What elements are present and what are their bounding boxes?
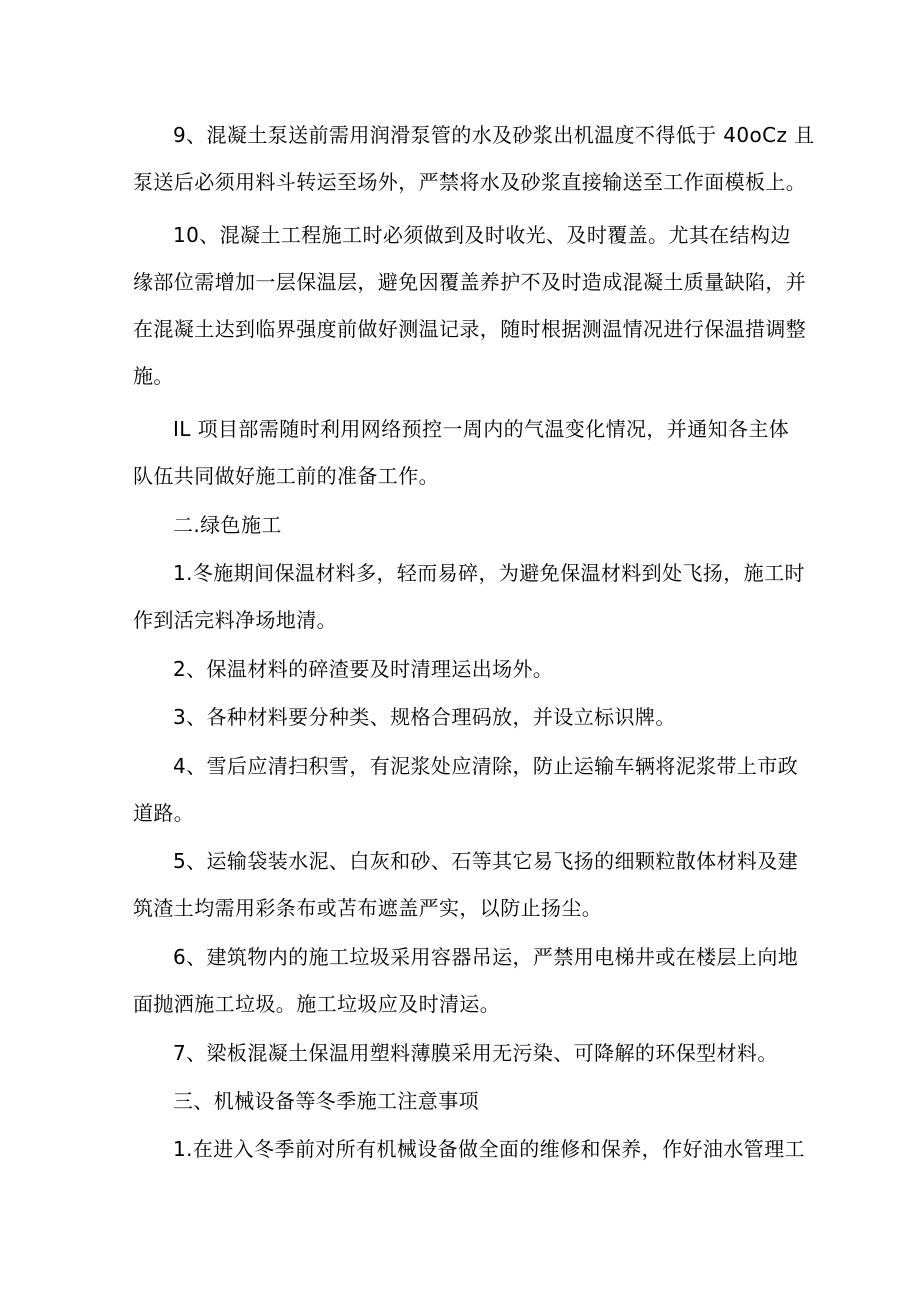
paragraph-green-3 <box>133 694 798 741</box>
text-line: 在混凝土达到临界强度前做好测温记录，随时根据测温情况进行保温措调整 <box>133 317 807 341</box>
paragraph-10 <box>133 212 807 400</box>
text-line: 4、雪后应清扫积雪，有泥浆处应清除，防止运输车辆将泥浆带上市政 <box>173 754 799 778</box>
paragraph-green-1 <box>133 550 805 644</box>
text-line: 7、梁板混凝土保温用塑料薄膜采用无污染、可降解的环保型材料。 <box>173 1041 778 1065</box>
paragraph-green-5 <box>133 838 798 932</box>
heading-line: 三、机械设备等冬季施工注意事项 <box>173 1089 479 1113</box>
paragraph-green-4 <box>133 743 798 837</box>
text-line: 6、建筑物内的施工垃圾采用容器吊运，严禁用电梯井或在楼层上向地 <box>173 945 799 969</box>
text-line: 缘部位需增加一层保温层，避免因覆盖养护不及时造成混凝土质量缺陷，并 <box>133 270 807 294</box>
text-line: 施。 <box>133 364 174 388</box>
paragraph-11 <box>133 406 798 500</box>
paragraph-green-6 <box>133 934 798 1028</box>
text-line: 3、各种材料要分种类、规格合理码放，并设立标识牌。 <box>173 705 676 729</box>
text-line: 作到活完料净场地清。 <box>133 608 337 632</box>
text-line: 队伍共同做好施工前的准备工作。 <box>133 464 439 488</box>
text-line: 9、混凝土泵送前需用润滑泵管的水及砂浆出机温度不得低于 40oCz 且 <box>173 123 815 147</box>
text-line: 筑渣土均需用彩条布或苫布遮盖严实，以防止扬尘。 <box>133 896 603 920</box>
text-line: 1.冬施期间保温材料多，轻而易碎，为避免保温材料到处飞扬，施工时 <box>173 561 805 585</box>
text-line: IL 项目部需随时利用网络预控一周内的气温变化情况，并通知各主体 <box>173 417 790 441</box>
text-line: 2、保温材料的碎渣要及时清理运出场外。 <box>173 657 554 681</box>
text-line: 泵送后必须用料斗转运至场外，严禁将水及砂浆直接输送至工作面模板上。 <box>133 170 807 194</box>
paragraph-green-2 <box>133 646 798 693</box>
section-heading-machinery <box>133 1078 798 1125</box>
heading-line: 二.绿色施工 <box>173 513 282 537</box>
text-line: 面抛洒施工垃圾。施工垃圾应及时清运。 <box>133 992 501 1016</box>
text-line: 5、运输袋装水泥、白灰和砂、石等其它易飞扬的细颗粒散体材料及建 <box>173 849 799 873</box>
text-line: 道路。 <box>133 801 195 825</box>
section-heading-green-construction <box>133 502 798 549</box>
text-line: 10、混凝土工程施工时必须做到及时收光、及时覆盖。尤其在结构边 <box>173 223 791 247</box>
text-line: 1.在进入冬季前对所有机械设备做全面的维修和保养，作好油水管理工 <box>173 1137 805 1161</box>
paragraph-green-7 <box>133 1030 798 1077</box>
paragraph-9 <box>133 112 815 206</box>
paragraph-machinery-1 <box>133 1126 805 1173</box>
